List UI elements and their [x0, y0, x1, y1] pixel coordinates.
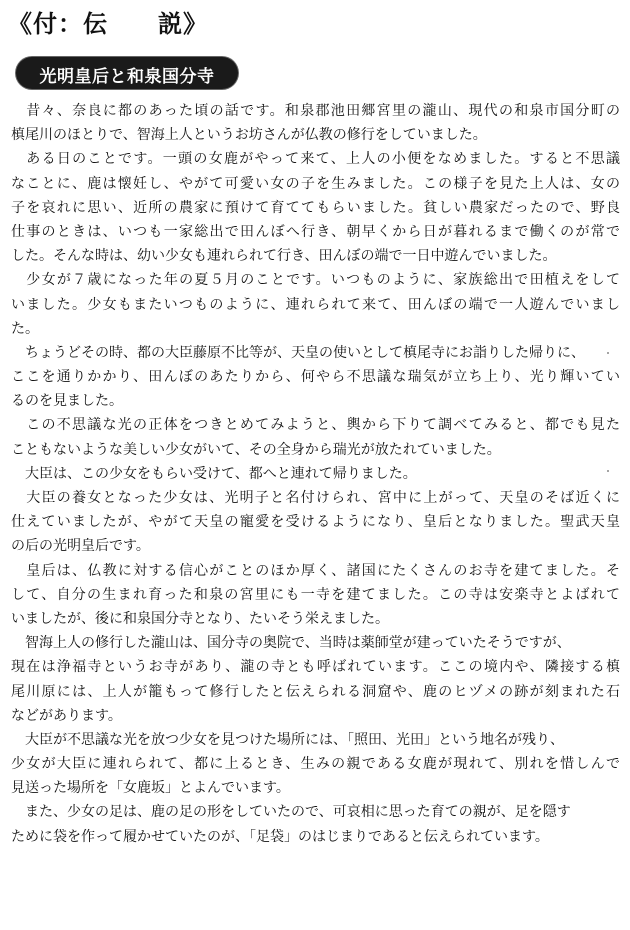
text-line: ここを通りかかり、田んぼのあたりから、何やら不思議な瑞気が立ち上り、光り輝いてい — [11, 369, 620, 386]
text-line: 皇后は、仏教に対する信心がことのほか厚く、諸国にたくさんのお寺を建てました。そ — [11, 562, 620, 579]
text-line: この不思議な光の正体をつきとめてみようと、輿から下りて調べてみると、都でも見た — [11, 417, 620, 434]
text-line: るのを見ました。 — [11, 393, 123, 410]
text-line: 尾川原には、上人が籠もって修行したと伝えられる洞窟や、鹿のヒヅメの跡が刻まれた石 — [11, 683, 620, 700]
scan-speck — [607, 470, 609, 472]
text-line: 仕事のときは、いつも一家総出で田んぼへ行き、朝早くから日が暮れるまで働くのが常で — [11, 223, 620, 240]
scan-speck — [607, 352, 609, 354]
text-line: 大臣の養女となった少女は、光明子と名付けられ、宮中に上がって、天皇のそば近くに — [11, 490, 620, 506]
ruby-word-tabi — [256, 825, 284, 849]
text-line: 槙尾川のほとりで、智海上人というお坊さんが仏教の修行をしていました。 — [11, 127, 487, 144]
text-line: た。 — [11, 320, 39, 337]
section-title: 光明皇后と和泉国分寺 — [39, 67, 215, 87]
text-segment: 」のはじまりであると伝えられています。 — [284, 828, 549, 845]
legend-body-text — [11, 99, 620, 849]
section-title-banner — [16, 57, 238, 89]
text-line: こともないような美しい少女がいて、その全身から瑞光が放たれていました。 — [11, 441, 501, 458]
text-segment: 坂」とよんでいます。 — [151, 780, 290, 797]
text-line: 智海上人の修行した瀧山は、国分寺の奥院で、当時は薬師堂が建っていたそうですが、 — [11, 635, 571, 652]
text-line: 少女が大臣に連れられて、都に上るとき、生みの親である女鹿が現れて、別れを惜しんで — [11, 756, 620, 773]
text-line: また、少女の足は、鹿の足の形をしていたので、可哀相に思った育ての親が、足を隠す — [11, 804, 571, 821]
page-heading: 《付：伝 説》 — [8, 9, 208, 38]
ruby-base: 足袋 — [256, 828, 284, 845]
ruby-word-mejika — [123, 776, 151, 800]
text-line: ある日のことです。一頭の女鹿がやって来て、上人の小便をなめました。すると不思議 — [11, 151, 620, 168]
text-line: 大臣は、この少女をもらい受けて、都へと連れて帰りました。 — [11, 465, 417, 482]
text-segment: ために袋を作って履かせていたのが、「 — [11, 828, 256, 845]
ruby-base: 女鹿 — [123, 780, 151, 797]
text-line: した。そんな時は、幼い少女も連れられて行き、田んぼの端で一日中遊んでいました。 — [11, 248, 557, 265]
text-line: ちょうどその時、都の大臣藤原不比等が、天皇の使いとして槙尾寺にお詣りした帰りに、 — [11, 344, 585, 361]
text-segment: 見送った場所を「 — [11, 780, 123, 797]
text-line: 少女が７歳になった年の夏５月のことです。いつものように、家族総出で田植えをして — [11, 272, 620, 289]
text-line: 子を哀れに思い、近所の農家に預けて育ててもらいました。貧しい農家だったので、野良 — [11, 199, 620, 216]
text-line: 現在は浄福寺というお寺があり、瀧の寺とも呼ばれています。ここの境内や、隣接する槙 — [11, 659, 620, 676]
text-line: 仕えていましたが、やがて天皇の寵愛を受けるようになり、皇后となりました。聖武天皇 — [11, 514, 620, 531]
text-line — [11, 825, 620, 849]
text-line: 大臣が不思議な光を放つ少女を見つけた場所には、「照田、光田」という地名が残り、 — [11, 731, 564, 748]
text-line: なことに、鹿は懐妊し、やがて可愛い女の子を生みました。この様子を見た上人は、女の — [11, 175, 620, 192]
text-line: して、自分の生まれ育った和泉の宮里にも一寺を建てました。この寺は安楽寺とよばれて — [11, 586, 620, 603]
text-line: の后の光明皇后です。 — [11, 538, 150, 555]
text-line: いましたが、後に和泉国分寺となり、たいそう栄えました。 — [11, 610, 389, 627]
text-line: などがあります。 — [11, 707, 122, 724]
text-line: 昔々、奈良に都のあった頃の話です。和泉郡池田郷宮里の瀧山、現代の和泉市国分町の — [11, 103, 620, 119]
text-line: いました。少女もまたいつものように、連れられて来て、田んぼの端で一人遊んでいまし — [11, 296, 620, 313]
text-line — [11, 776, 620, 800]
